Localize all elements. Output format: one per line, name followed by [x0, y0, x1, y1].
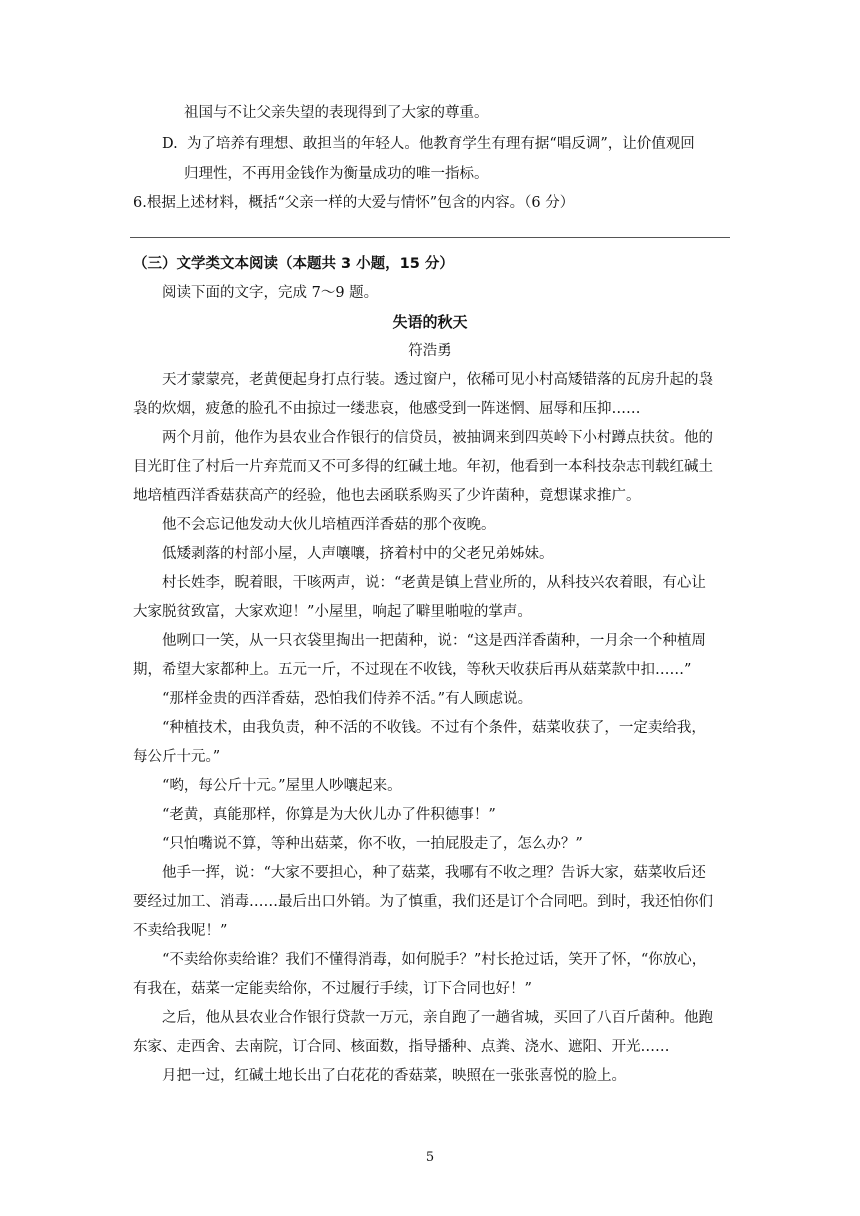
page-number: 5	[425, 1150, 435, 1165]
story-line: 袅的炊烟，疲惫的脸孔不由掠过一缕悲哀，他感受到一阵迷惘、屈辱和压抑……	[133, 401, 641, 417]
story-line: 每公斤十元。”	[133, 749, 221, 765]
story-line: 两个月前，他作为县农业合作银行的信贷员，被抽调来到四英岭下小村蹲点扶贫。他的	[162, 430, 713, 446]
section-divider	[130, 237, 730, 238]
story-line: 天才蒙蒙亮，老黄便起身打点行装。透过窗户，依稀可见小村高矮错落的瓦房升起的袅	[162, 372, 713, 388]
story-line: “那样金贵的西洋香菇，恐怕我们侍养不活。”有人顾虑说。	[162, 691, 533, 707]
option-d-label: D.	[162, 136, 178, 152]
story-line: “只怕嘴说不算，等种出菇菜，你不收，一拍屁股走了，怎么办？”	[162, 836, 583, 852]
story-line: 低矮剥落的村部小屋，人声嚷嚷，挤着村中的父老兄弟姊妹。	[162, 546, 554, 562]
story-line: 要经过加工、消毒……最后出口外销。为了慎重，我们还是订个合同吧。到时，我还怕你们	[133, 894, 713, 910]
section-instruction: 阅读下面的文字，完成 7～9 题。	[162, 285, 379, 301]
story-line: 月把一过，红碱土地长出了白花花的香菇菜，映照在一张张喜悦的脸上。	[162, 1068, 626, 1084]
story-line: “老黄，真能那样，你算是为大伙儿办了件积德事！”	[162, 807, 496, 823]
story-line: 他不会忘记他发动大伙儿培植西洋香菇的那个夜晚。	[162, 517, 496, 533]
option-c-continuation: 祖国与不让父亲失望的表现得到了大家的尊重。	[184, 105, 489, 121]
story-title: 失语的秋天	[392, 313, 468, 331]
story-line: 东家、走西舍、去南院，订合同、核面数，指导播种、点粪、浇水、遮阳、开光……	[133, 1039, 670, 1055]
story-line: 他咧口一笑，从一只衣袋里掏出一把菌种，说：“这是西洋香菌种，一月余一个种植周	[162, 633, 706, 649]
option-d-line-1	[0, 134, 860, 154]
story-line: 有我在，菇菜一定能卖给你，不过履行手续，订下合同也好！”	[133, 981, 532, 997]
story-line: 村长姓李，睨着眼，干咳两声，说：“老黄是镇上营业所的，从科技兴农着眼，有心让	[162, 575, 706, 591]
story-line: “哟，每公斤十元。”屋里人吵嚷起来。	[162, 778, 402, 794]
question-6: 6.根据上述材料，概括“父亲一样的大爱与情怀”包含的内容。（6 分）	[133, 195, 575, 211]
option-d-line-2: 归理性，不再用金钱作为衡量成功的唯一指标。	[184, 166, 489, 182]
story-line: “种植技术，由我负责，种不活的不收钱。不过有个条件，菇菜收获了，一定卖给我，	[162, 720, 706, 736]
story-line: 期，希望大家都种上。五元一斤，不过现在不收钱，等秋天收获后再从菇菜款中扣……”	[133, 662, 692, 678]
option-d-text: 为了培养有理想、敢担当的年轻人。他教育学生有理有据“唱反调”，让价值观回	[186, 136, 695, 152]
story-line: 他手一挥，说：“大家不要担心，种了菇菜，我哪有不收之理？告诉大家，菇菜收后还	[162, 865, 706, 881]
story-line: 不卖给我呢！”	[133, 923, 228, 939]
story-line: “不卖给你卖给谁？我们不懂得消毒，如何脱手？”村长抢过话，笑开了怀，“你放心，	[162, 952, 707, 968]
section-title: （三）文学类文本阅读（本题共 3 小题，15 分）	[133, 256, 454, 272]
story-line: 地培植西洋香菇获高产的经验，他也去函联系购买了少许菌种，竟想谋求推广。	[133, 488, 641, 504]
story-line: 之后，他从县农业合作银行贷款一万元，亲自跑了一趟省城，买回了八百斤菌种。他跑	[162, 1010, 713, 1026]
story-line: 大家脱贫致富，大家欢迎！”小屋里，响起了噼里啪啦的掌声。	[133, 604, 532, 620]
story-author: 符浩勇	[408, 343, 452, 359]
story-line: 目光盯住了村后一片弃荒而又不可多得的红碱土地。年初，他看到一本科技杂志刊载红碱土	[133, 459, 713, 475]
